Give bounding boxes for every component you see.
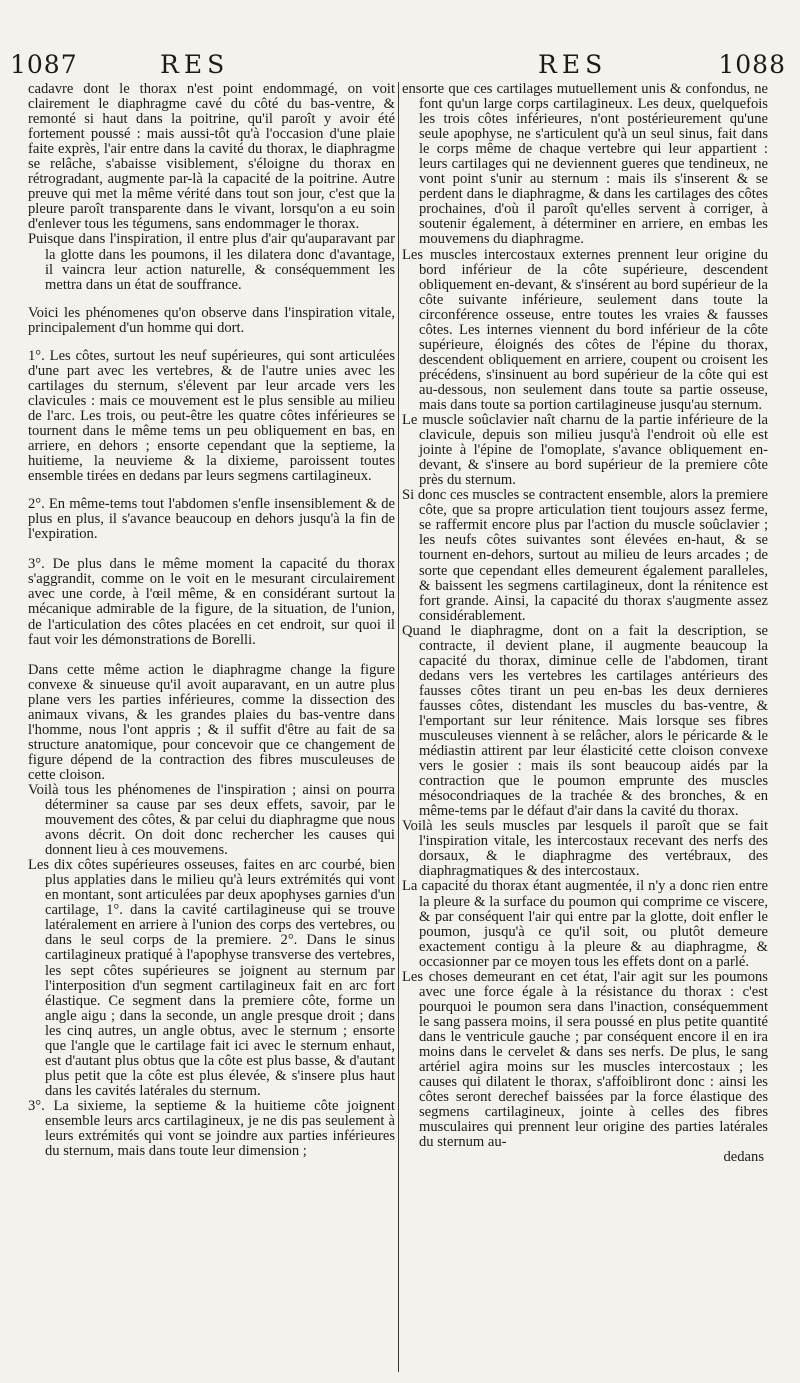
running-header xyxy=(0,50,800,82)
paragraph: Voilà les seuls muscles par lesquels il paroît que se fait l'inspiration vitale, les intercostaux recevant des nerfs des dorsaux, & le diaphragme des vertébraux, des diaphragmatiques & des intercostaux. xyxy=(402,818,768,880)
paragraph: Quand le diaphragme, dont on a fait la description, se contracte, il devient plane, il augmente beaucoup la capacité du thorax, diminue celle de l'abdomen, tirant dedans vers les vertebres les cartilages antérieurs des fausses côtes tirant un peu en-bas les deux dernieres fausses côtes, distendant les muscles du bas-ventre, & l'emportant sur leur rénitence. Mais lorsque ses fibres musculeuses viennent à se relâcher, alors le péricarde & le médiastin attirent par leur élasticité cette cloison convexe vers le gosier : mais ils sont beaucoup aidés par la contraction que le poumon emprunte des muscles mésocondriaques de la trachée & des bronches, & en même-tems par le défaut d'air dans la cavité du thorax. xyxy=(402,622,768,820)
column-divider xyxy=(398,82,399,1372)
left-running-head: RES xyxy=(160,50,230,79)
paragraph: 3°. De plus dans le même moment la capacité du thorax s'aggrandit, comme on le voit en le mesurant circulairement avec une corde, à l'œil même, & en considérant surtout la mécanique admirable de la figure, de la situation, de l'union, de l'articulation des côtes placées en cet endroit, sur quoi il faut voir les démonstrations de Borelli. xyxy=(28,556,395,648)
left-text-column xyxy=(28,82,395,1376)
right-text-column xyxy=(402,82,768,1376)
paragraph: Dans cette même action le diaphragme change la figure convexe & sinueuse qu'il avoit auparavant, en un autre plus plane vers les parties inférieures, comme la dissection des animaux vivans, & les grandes plaies du bas-ventre dans l'homme, nous l'ont appris ; & il suffit d'être au fait de sa structure anatomique, pour concevoir que ce changement de figure dépend de la contraction des fibres musculeuses de cette cloison. xyxy=(28,661,395,783)
paragraph: 2°. En même-tems tout l'abdomen s'enfle insensiblement & de plus en plus, il s'avance beaucoup en dehors jusqu'à la fin de l'expiration. xyxy=(28,496,395,543)
paragraph: Si donc ces muscles se contractent ensemble, alors la premiere côte, que sa propre articulation tient toujours assez ferme, se raffermit encore plus par l'action du muscle soûclavier ; les neufs côtes suivantes sont élevées en-haut, & se tournent en-dehors, surtout au milieu de leurs arcades ; de sorte que cependant elles demeurent également paralleles, & baissent les segmens cartilagineux, dont la rénitence est fort grande. Ainsi, la capacité du thorax s'augmente assez considérablement. xyxy=(402,487,768,624)
paragraph: cadavre dont le thorax n'est point endommagé, on voit clairement le diaphragme cavé du côté du bas-ventre, & remonté si haut dans la poitrine, qu'il paroît y avoir été fortement poussé : mais aussi-tôt qu'à l'occasion d'une plaie faite exprès, l'air entre dans la cavité du thorax, le diaphragme se relâche, s'abaisse visiblement, s'éloigne du thorax en rétrogradant, augmente par-là la capacité de la poitrine. Autre preuve qui met la même vérité dans tout son jour, c'est que la pleure paroît transparente dans le vivant, lorsqu'on a eu soin d'enlever tous les tégumens, sans endommager le thorax. xyxy=(28,82,395,233)
paragraph: 3°. La sixieme, la septieme & la huitieme côte joignent ensemble leurs arcs cartilagineux, je ne dis pas seulement à leurs extrémités qui vont se joindre aux parties inférieures du sternum, mais dans toute leur dimension ; xyxy=(28,1097,395,1160)
paragraph: ensorte que ces cartilages mutuellement unis & confondus, ne font qu'un large corps cartilagineux. Les deux, quelquefois les trois côtes inférieures, n'ont postérieurement qu'une seule apophyse, ne s'articulent qu'à un seul sinus, fait dans le corps même de chaque vertebre qui leur appartient : leurs cartilages qui ne deviennent gueres que tendineux, ne vont point s'unir au sternum : mais ils s'inserent & se perdent dans le diaphragme, & dans les cartilages des côtes prochaines, d'où il paroît qu'elles servent à corriger, à soutenir également, à déterminer en arriere, en embas les mouvemens du diaphragme. xyxy=(402,82,768,248)
paragraph: Les muscles intercostaux externes prennent leur origine du bord inférieur de la côte supérieure, descendent obliquement en-devant, & s'insérent au bord supérieur de la côte suivante inférieure, seulement dans toute la circonférence osseuse, entre toutes les vraies & fausses côtes. Les internes viennent du bord inférieur de la côte supérieure, éloignés des côtes de l'épine du thorax, descendent obliquement en arriere, coupent ou croisent les précédens, s'insinuent au bord supérieur de la côte qui est au-dessous, non seulement dans toute sa partie osseuse, mais dans toute sa portion cartilagineuse jusqu'au sternum. xyxy=(402,246,768,413)
paragraph: La capacité du thorax étant augmentée, il n'y a donc rien entre la pleure & la surface du poumon qui comprime ce viscere, & par conséquent l'air qui entre par la glotte, doit enfler le poumon, jusqu'à ce qu'il soit, ou plutôt demeure exactement contigu à la pleure & au diaphragme, & occasionner par ce moyen tous les effets dont on a parlé. xyxy=(402,878,768,970)
paragraph: Puisque dans l'inspiration, il entre plus d'air qu'auparavant par la glotte dans les poumons, il les dilatera donc d'avantage, il vaincra leur action naturelle, & conséquemment les mettra dans un état de souffrance. xyxy=(28,231,395,293)
paragraph: Voici les phénomenes qu'on observe dans l'inspiration vitale, principalement d'un homme qui dort. xyxy=(28,304,395,336)
right-page-number: 1088 xyxy=(718,50,786,79)
paragraph: Les choses demeurant en cet état, l'air agit sur les poumons avec une force égale à la résistance du thorax : c'est pourquoi le poumon sera dans l'inaction, conséquemment le sang passera moins, il sera poussé en plus petite quantité dans le ventricule gauche ; par conséquent encore il en ira moins dans le cervelet & dans ses nerfs. De plus, le sang artériel agira moins sur les muscles intercostaux ; les causes qui dilatent le thorax, s'affoibliront donc : ainsi les côtes seront derechef baissées par la force élastique des segmens cartilagineux, jointe à celles des fibres musculaires qui prennent leur origine des parties latérales du sternum au- xyxy=(402,968,768,1151)
right-running-head: RES xyxy=(538,50,608,79)
paragraph: Le muscle soûclavier naît charnu de la partie inférieure de la clavicule, depuis son milieu jusqu'à l'endroit où elle est jointe à l'épine de l'omoplate, s'avance obliquement en-devant, & s'insere au bord supérieur de la premiere côte près du sternum. xyxy=(402,412,768,489)
left-page-number: 1087 xyxy=(10,50,78,79)
paragraph: Les dix côtes supérieures osseuses, faites en arc courbé, bien plus applaties dans le milieu qu'à leurs extrémités qui vont en montant, sont articulées par deux apophyses garnies d'un cartilage, 1°. dans la cavité cartilagineuse qui se trouve latéralement en arriere à l'union des corps des vertebres, ou dans le seul corps de la premiere. 2°. Dans le sinus cartilagineux pratiqué à l'apophyse transverse des vertebres, les sept côtes supérieures se joignent au sternum par l'interposition d'un segment cartilagineux fait en arc fort élastique. Ce segment dans la premiere côte, forme un angle aigu ; dans la seconde, un angle presque droit ; dans les cinq autres, un angle obtus, avec le sternum ; ensorte que l'angle que le cartilage fait ici avec le sternum enhaut, est d'autant plus obtus que la côte est plus basse, & d'autant plus petit que la côte est plus élevée, & s'insere plus haut dans les cavités latérales du sternum. xyxy=(28,857,395,1099)
paragraph: 1°. Les côtes, surtout les neuf supérieures, qui sont articulées d'une part avec les vertebres, & de l'autre unies avec les cartilages du sternum, s'élevent par leur arcade vers les clavicules : mais ce mouvement est le plus sensible au milieu de l'arc. Les trois, ou peut-être les quatre côtes inférieures se tournent dans le même tems un peu obliquement en bas, en arriere, en dehors ; ensorte cependant que la septieme, la huitieme, la neuvieme & la dixieme, paroissent toutes ensemble tirées en dedans par leurs segmens cartilagineux. xyxy=(28,347,395,485)
paragraph: Voilà tous les phénomenes de l'inspiration ; ainsi on pourra déterminer sa cause par ses deux effets, savoir, par le mouvement des côtes, & par celui du diaphragme que nous avons décrit. On doit donc rechercher les causes qui donnent lieu à ces mouvemens. xyxy=(28,781,395,859)
catchword: dedans xyxy=(723,1149,764,1166)
